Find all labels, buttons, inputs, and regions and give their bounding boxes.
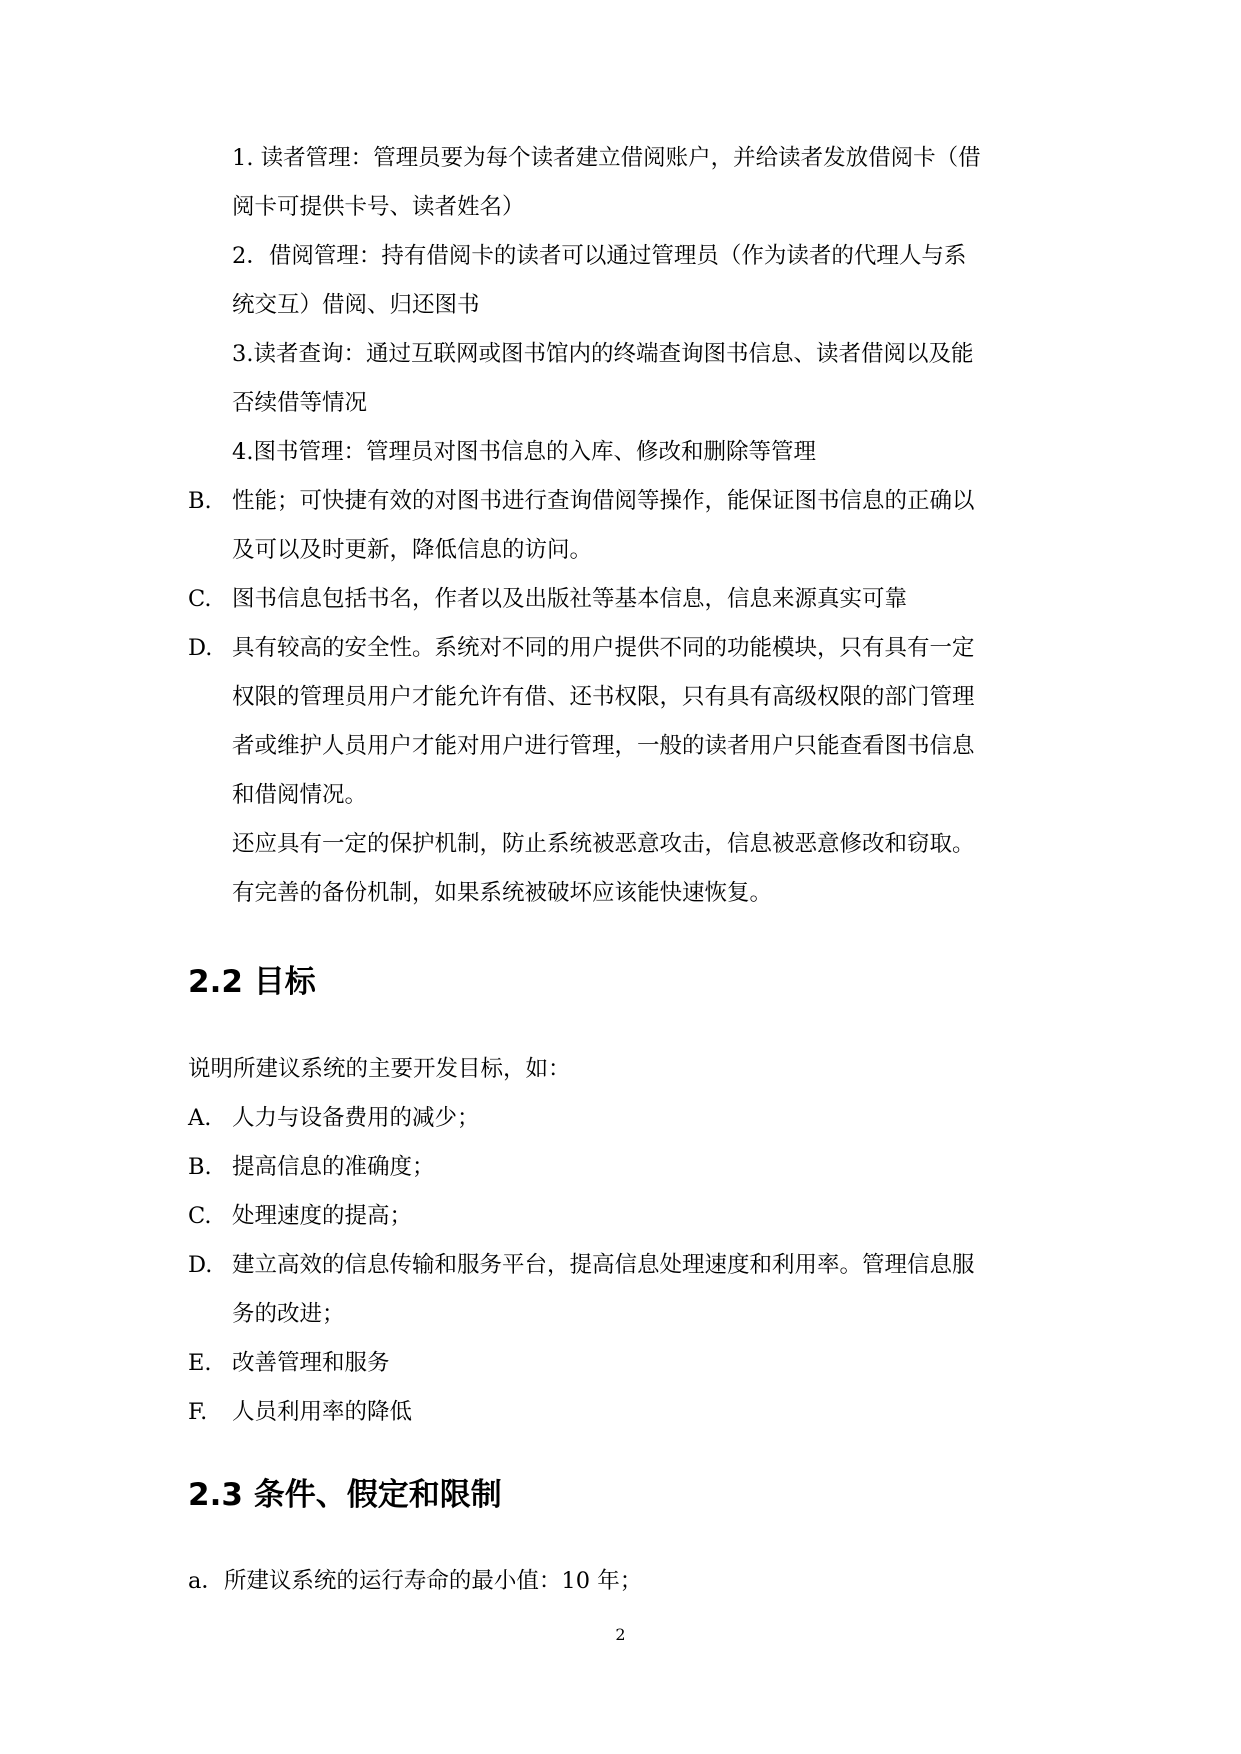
item-1-line-2: 阅卡可提供卡号、读者姓名） — [232, 194, 525, 220]
goal-d-marker: D. — [188, 1252, 213, 1278]
item-1-line-1: 1. 读者管理：管理员要为每个读者建立借阅账户，并给读者发放借阅卡（借 — [232, 145, 981, 171]
req-d-line-3: 者或维护人员用户才能对用户进行管理，一般的读者用户只能查看图书信息 — [232, 733, 975, 759]
goal-f-line-1: 人员利用率的降低 — [232, 1399, 413, 1425]
item-2-line-2: 统交互）借阅、归还图书 — [232, 292, 480, 318]
req-d-line-4: 和借阅情况。 — [232, 782, 368, 808]
item-3-line-1: 3.读者查询：通过互联网或图书馆内的终端查询图书信息、读者借阅以及能 — [232, 341, 974, 367]
item-3-line-2: 否续借等情况 — [232, 390, 368, 416]
goal-f-marker: F. — [188, 1399, 208, 1425]
goal-a-line-1: 人力与设备费用的减少； — [232, 1105, 480, 1131]
req-d-line-5: 还应具有一定的保护机制，防止系统被恶意攻击，信息被恶意修改和窃取。 — [232, 831, 975, 857]
req-c-marker: C. — [188, 586, 212, 612]
goal-b-marker: B. — [188, 1154, 212, 1180]
item-2-line-1: 2．借阅管理：持有借阅卡的读者可以通过管理员（作为读者的代理人与系 — [232, 243, 967, 269]
goal-e-line-1: 改善管理和服务 — [232, 1350, 390, 1376]
item-4-line-1: 4.图书管理：管理员对图书信息的入库、修改和删除等管理 — [232, 439, 816, 465]
section-2-2-heading: 2.2 目标 — [188, 964, 316, 1000]
page-number: 2 — [615, 1625, 626, 1644]
section-2-3-heading: 2.3 条件、假定和限制 — [188, 1477, 502, 1513]
req-b-marker: B. — [188, 488, 212, 514]
goal-c-line-1: 处理速度的提高； — [232, 1203, 413, 1229]
req-d-line-1: 具有较高的安全性。系统对不同的用户提供不同的功能模块，只有具有一定 — [232, 635, 975, 661]
goal-d-line-1: 建立高效的信息传输和服务平台，提高信息处理速度和利用率。管理信息服 — [232, 1252, 975, 1278]
goal-e-marker: E. — [188, 1350, 212, 1376]
section-2-2-intro: 说明所建议系统的主要开发目标，如： — [188, 1056, 571, 1082]
req-d-marker: D. — [188, 635, 213, 661]
goal-c-marker: C. — [188, 1203, 212, 1229]
req-c-line-1: 图书信息包括书名，作者以及出版社等基本信息，信息来源真实可靠 — [232, 586, 908, 612]
goal-a-marker: A. — [188, 1105, 212, 1131]
req-b-line-2: 及可以及时更新，降低信息的访问。 — [232, 537, 593, 563]
section-2-3-item-a: a．所建议系统的运行寿命的最小值：10 年； — [188, 1568, 643, 1594]
req-d-line-6: 有完善的备份机制，如果系统被破坏应该能快速恢复。 — [232, 880, 773, 906]
req-b-line-1: 性能；可快捷有效的对图书进行查询借阅等操作，能保证图书信息的正确以 — [232, 488, 975, 514]
req-d-line-2: 权限的管理员用户才能允许有借、还书权限，只有具有高级权限的部门管理 — [232, 684, 975, 710]
goal-d-line-2: 务的改进； — [232, 1301, 345, 1327]
goal-b-line-1: 提高信息的准确度； — [232, 1154, 435, 1180]
